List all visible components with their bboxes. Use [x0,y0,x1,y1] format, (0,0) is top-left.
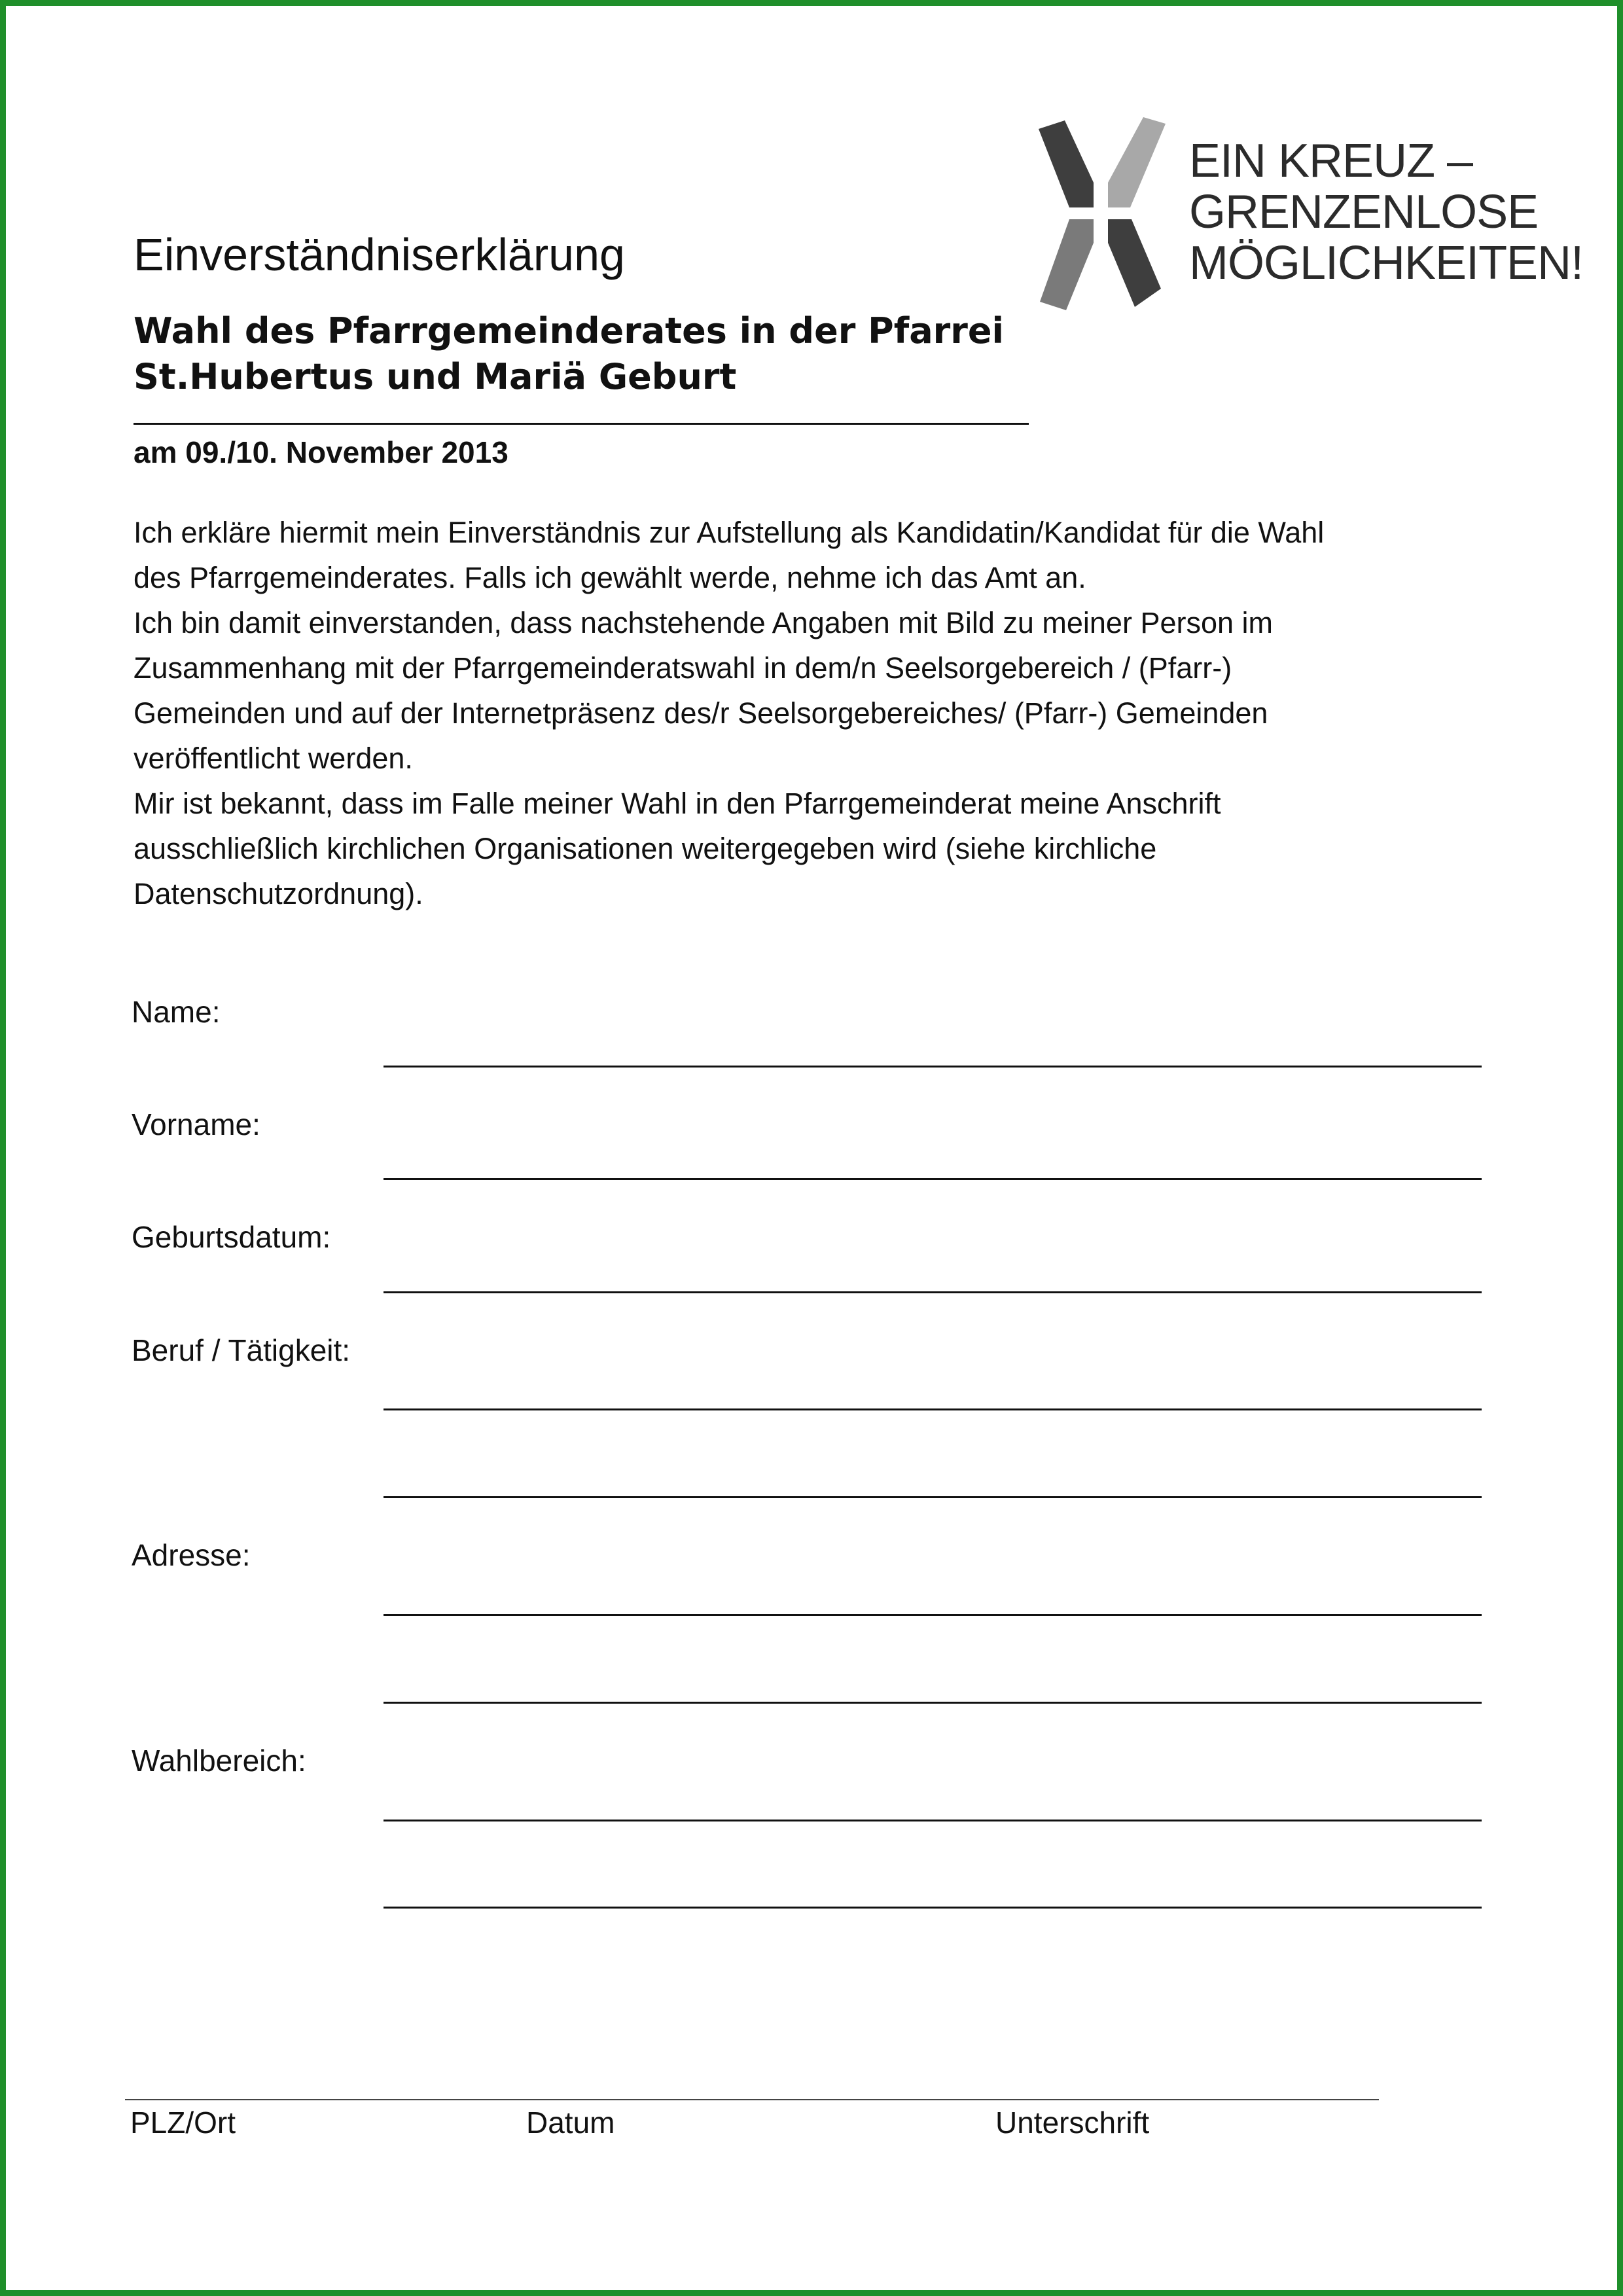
adresse-label: Adresse: [132,1538,251,1572]
vorname-label: Vorname: [132,1107,260,1141]
cross-logo-icon [1027,117,1171,314]
consent-line: veröffentlicht werden. [134,742,413,775]
logo-slogan [1189,135,1583,289]
geburtsdatum-field[interactable] [383,1291,1482,1293]
consent-line: Datenschutzordnung). [134,877,423,910]
vorname-field[interactable] [383,1178,1482,1180]
logo-bottom-right-wing [1108,219,1161,307]
plz-ort-label: PLZ/Ort [130,2106,236,2140]
election-date: am 09./10. November 2013 [134,435,508,469]
datum-label: Datum [526,2106,615,2140]
beruf-field-line-2[interactable] [383,1496,1482,1498]
wahlbereich-label: Wahlbereich: [132,1744,306,1778]
wahlbereich-field-line-2[interactable] [383,1907,1482,1909]
logo-top-right-wing [1108,117,1166,207]
subtitle-line-1: Wahl des Pfarrgemeinderates in der Pfarrei [134,310,1005,351]
beruf-field-line-1[interactable] [383,1408,1482,1410]
unterschrift-label: Unterschrift [995,2106,1150,2140]
logo-bottom-left-wing [1040,219,1094,310]
slogan-line-2: GRENZENLOSE [1189,186,1539,238]
geburtsdatum-label: Geburtsdatum: [132,1220,331,1254]
slogan-line-1: EIN KREUZ – [1189,135,1473,187]
adresse-field-line-1[interactable] [383,1614,1482,1616]
title-divider [134,423,1029,425]
consent-line: Gemeinden und auf der Internetpräsenz des/r Seelsorgebereiches/ (Pfarr-) Gemeinden [134,696,1268,730]
adresse-field-line-2[interactable] [383,1702,1482,1704]
slogan-line-3: MÖGLICHKEITEN! [1189,237,1584,289]
logo-top-left-wing [1039,120,1094,207]
consent-line: ausschließlich kirchlichen Organisationen weitergegeben wird (siehe kirchliche [134,832,1157,865]
consent-text [134,510,1508,916]
subtitle-line-2: St.Hubertus und Mariä Geburt [134,356,737,397]
name-field[interactable] [383,1066,1482,1067]
consent-line: Ich erkläre hiermit mein Einverständnis zur Aufstellung als Kandidatin/Kandidat für die Wahl [134,516,1325,549]
consent-line: des Pfarrgemeinderates. Falls ich gewählt werde, nehme ich das Amt an. [134,561,1086,594]
consent-line: Ich bin damit einverstanden, dass nachstehende Angaben mit Bild zu meiner Person im [134,606,1274,639]
form-subtitle [134,308,1004,400]
signature-line[interactable] [125,2099,1379,2100]
consent-line: Mir ist bekannt, dass im Falle meiner Wahl in den Pfarrgemeinderat meine Anschrift [134,787,1221,820]
name-label: Name: [132,995,221,1029]
wahlbereich-field-line-1[interactable] [383,1820,1482,1821]
consent-line: Zusammenhang mit der Pfarrgemeinderatswahl in dem/n Seelsorgebereich / (Pfarr-) [134,651,1232,685]
beruf-label: Beruf / Tätigkeit: [132,1333,351,1367]
form-title: Einverständniserklärung [134,229,625,280]
